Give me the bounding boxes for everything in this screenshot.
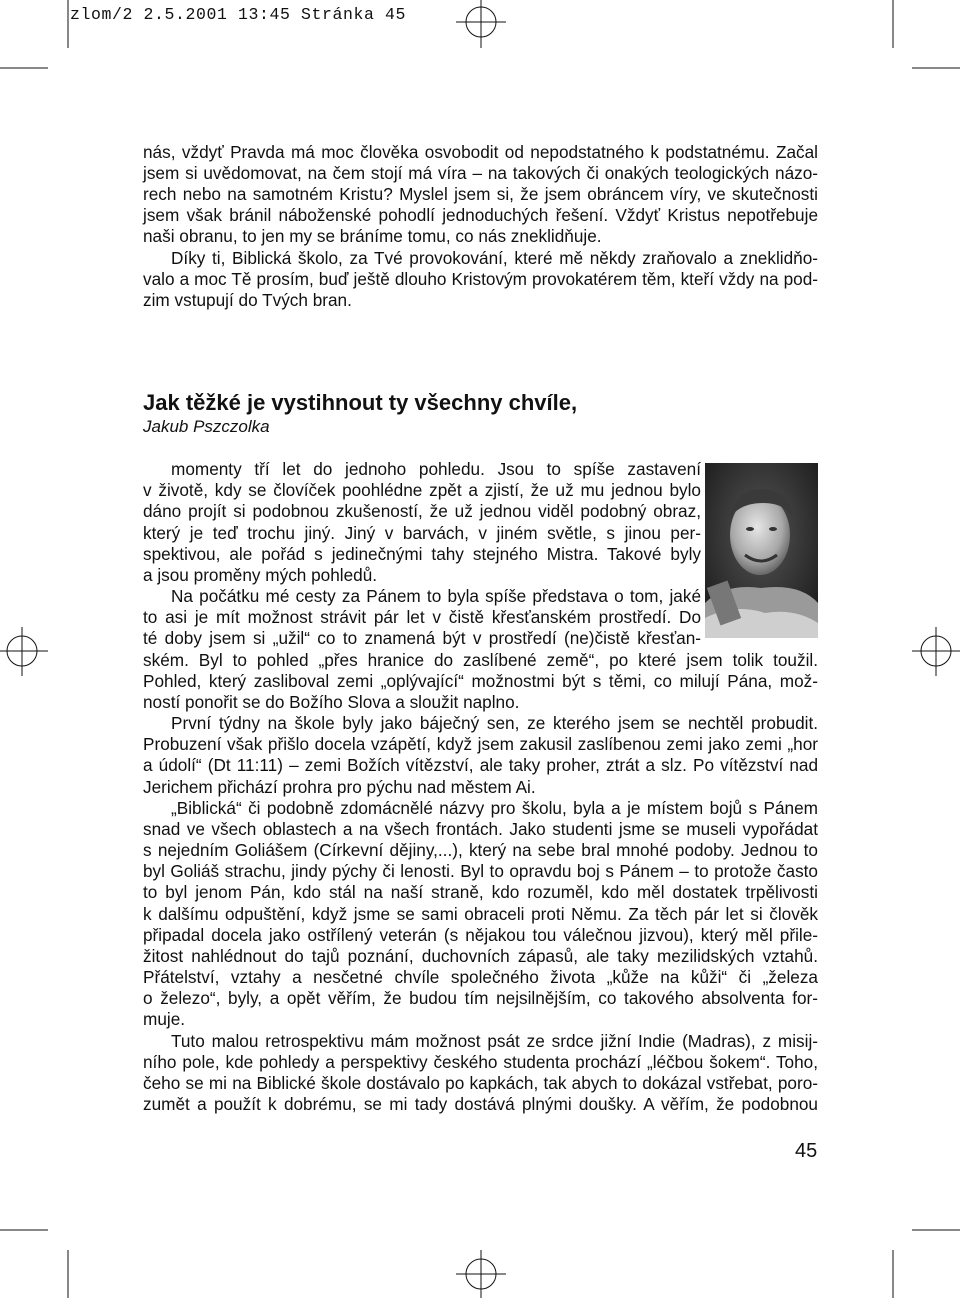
text-line: k dalšímu odpuštění, když jsme se sami obraceli proti Němu. Za těch pár let si člověk [143,904,818,924]
text-line: v životě, kdy se človíček poohlédne zpět a zjistí, že už mu jednou bylo [143,480,701,500]
text-line: jsem si uvědomovat, na čem stojí má víra – na takových či onakých teologických názo- [143,163,818,183]
text-line: valo a moc Tě prosím, buď ještě dlouho Kristovým provokatérem těm, kteří vždy na pod- [143,269,818,289]
text-line: s nejedním Goliášem (Církevní dějiny,...), který na sebe bral mnohé podoby. Jednou to [143,840,818,860]
text-line: to byl jenom Pán, kdo stál na naší straně, kdo rozuměl, kdo měl dostatek trpělivosti [143,882,818,902]
portrait-photo-icon [705,463,818,638]
registration-mark-icon [456,0,506,48]
registration-mark-icon [912,627,960,676]
text-line: jsem však bránil náboženské pohodlí jednoduchých řešení. Vždyť Kristus nepotřebuje [143,205,818,225]
text-line: Přátelství, vztahy a nesčetné chvíle společného života „kůže na kůži“ či „železa [143,967,818,987]
text-line: Pohled, který zasliboval zemi „oplývající“ možnostmi být s těmi, co milují Pána, mož- [143,671,818,691]
text-line: té doby jsem si „užil“ co to znamená být v prostředí (ne)čistě křesťan- [143,628,701,648]
text-line: ního pole, kde pohledy a perspektivy českého studenta prochází „léčbou šokem“. Toho, [143,1052,818,1072]
text-line: byl Goliáš strachu, jindy pýchy či lenosti. Byl to opravdu boj s Pánem – to protože často [143,861,818,881]
text-line: spektivou, ale pořád s jedinečnými tahy stejného Mistra. Takové byly [143,544,701,564]
text-line: ností ponořit se do Božího Slova a sloužit naplno. [143,692,520,712]
text-line: a jsou proměny mých pohledů. [143,565,378,585]
text-line: čeho se mi na Biblické škole dostávalo po kapkách, tak abych to dokázal vstřebat, poro- [143,1073,818,1093]
print-slug: zlom/2 2.5.2001 13:45 Stránka 45 [70,5,407,24]
text-line: nás, vždyť Pravda má moc člověka osvobodit od nepodstatného k podstatnému. Začal [143,142,818,162]
text-line: žitost nahlédnout do tajů poznání, duchovních zápasů, ale taky mezilidských vztahů. [143,946,818,966]
text-line: to asi je mít možnost strávit pár let v čistě křesťanském prostředí. Do [143,607,701,627]
text-line: Díky ti, Biblická školo, za Tvé provokování, které mě někdy zraňovalo a zneklidňo- [171,248,818,268]
text-line: naši obranu, to jen my se bráníme tomu, co nás zneklidňuje. [143,226,602,246]
text-line: ském. Byl to pohled „přes hranice do zaslíbené země“, po které jsem tolik toužil. [143,650,818,670]
registration-mark-icon [0,627,48,676]
page-number: 45 [795,1140,818,1162]
text-line: rech nebo na samotném Kristu? Myslel jsem si, že jsem obráncem víry, ve skutečnosti [143,184,818,204]
text-line: zim vstupují do Tvých bran. [143,290,352,310]
section-author: Jakub Pszczolka [143,417,270,436]
text-line: muje. [143,1009,186,1029]
text-line: Na počátku mé cesty za Pánem to byla spíše představa o tom, jaké [171,586,701,606]
text-line: „Biblická“ či podobně zdomácnělé názvy pro školu, byla a je místem bojů s Pánem [171,798,818,818]
text-line: snad ve všech oblastech a na všech frontách. Jako studenti jsme se museli vypořádat [143,819,818,839]
text-line: dáno projít si podobnou zkušeností, že už jednou viděl podobný obraz, [143,501,701,521]
text-line: momenty tří let do jednoho pohledu. Jsou to spíše zastavení [171,459,701,479]
text-line: Probuzení však přišlo docela vzápětí, když jsem zakusil zaslíbenou zemi jako zemi „hor [143,734,818,754]
text-line: Tuto malou retrospektivu mám možnost psát ze srdce jižní Indie (Madras), z misij- [171,1031,818,1051]
text-line: a údolí“ (Dt 11:11) – zemi Božích vítězství, ale taky proher, ztrát a slz. Po vítězství nad [143,755,818,775]
text-line: který je teď trochu jiný. Jiný v barvách, v jiném světle, s jinou per- [143,523,701,543]
section-title: Jak těžké je vystihnout ty všechny chvíle, [143,390,578,415]
text-line: o železo“, byly, a opět věřím, že budou tím nejsilnějším, co takového absolventa for- [143,988,818,1008]
text-line: První týdny na škole byly jako báječný sen, ze kterého jsem se nechtěl probudit. [171,713,818,733]
author-photo [705,463,818,638]
text-line: zumět a použít k dobrému, se mi tady dostává plnými doušky. A věřím, že podobnou [143,1094,818,1114]
text-line: Jerichem přichází prohra pro pýchu nad městem Ai. [143,777,536,797]
registration-mark-icon [456,1250,506,1298]
text-line: připadal docela jako ostřílený veterán (s nějakou tou válečnou jizvou), který měl přile- [143,925,818,945]
